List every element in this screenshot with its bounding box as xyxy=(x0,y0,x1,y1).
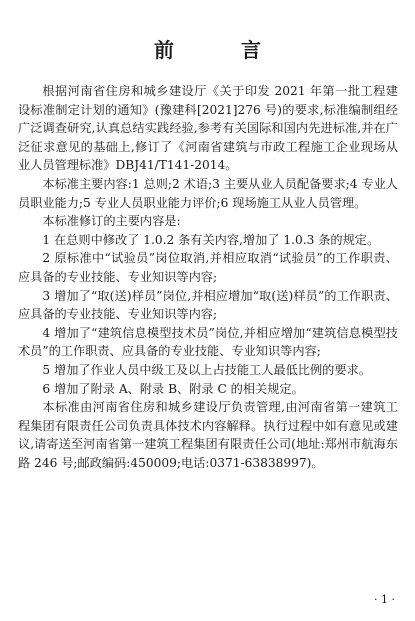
preface-body xyxy=(18,82,398,472)
paragraph-basis: 根据河南省住房和城乡建设厅《关于印发 2021 年第一批工程建设标准制定计划的通知》(豫建科[2021]276 号)的要求,标准编制组经广泛调查研究,认真总结实践经验,参考有关国际和国内先进标准,并在广泛征求意见的基础上,修订了《河南省建筑与市政工程施工企业现场从业人员管理标准》DBJ41/T141-2014。 xyxy=(18,84,398,173)
revision-item-6: 6 增加了附录 A、附录 B、附录 C 的相关规定。 xyxy=(42,381,304,396)
revision-item-3: 3 增加了“取(送)样员”岗位,并相应增加“取(送)样员”的工作职责、应具备的专业技能、专业知识等内容; xyxy=(18,288,398,322)
revision-item-5: 5 增加了作业人员中级工及以上占技能工人最低比例的要求。 xyxy=(42,362,371,377)
paragraph-main-contents: 本标准主要内容:1 总则;2 术语;3 主要从业人员配备要求;4 专业人员职业能力;5 专业人员职业能力评价;6 现场施工从业人员管理。 xyxy=(18,176,398,210)
revision-item-2: 2 原标准中“试验员”岗位取消,并相应取消“试验员”的工作职责、应具备的专业技能、专业知识等内容; xyxy=(18,251,398,284)
revision-item-4: 4 增加了“建筑信息模型技术员”岗位,并相应增加“建筑信息模型技术员”的工作职责、应具备的专业技能、专业知识等内容; xyxy=(18,325,398,359)
paragraph-management-contact: 本标准由河南省住房和城乡建设厅负责管理,由河南省第一建筑工程集团有限责任公司负责具体技术内容解释。执行过程中如有意见或建议,请寄送至河南省第一建筑工程集团有限责任公司(地址:郑州市航海东路 246 号;邮政编码:450009;电话:0371-63838997)。 xyxy=(18,400,398,470)
page-title: 前 言 xyxy=(154,38,291,62)
page-number: · 1 · xyxy=(374,593,395,606)
revision-item-1: 1 在总则中修改了 1.0.2 条有关内容,增加了 1.0.3 条的规定。 xyxy=(42,232,380,247)
paragraph-revision-intro: 本标准修订的主要内容是: xyxy=(42,214,181,229)
